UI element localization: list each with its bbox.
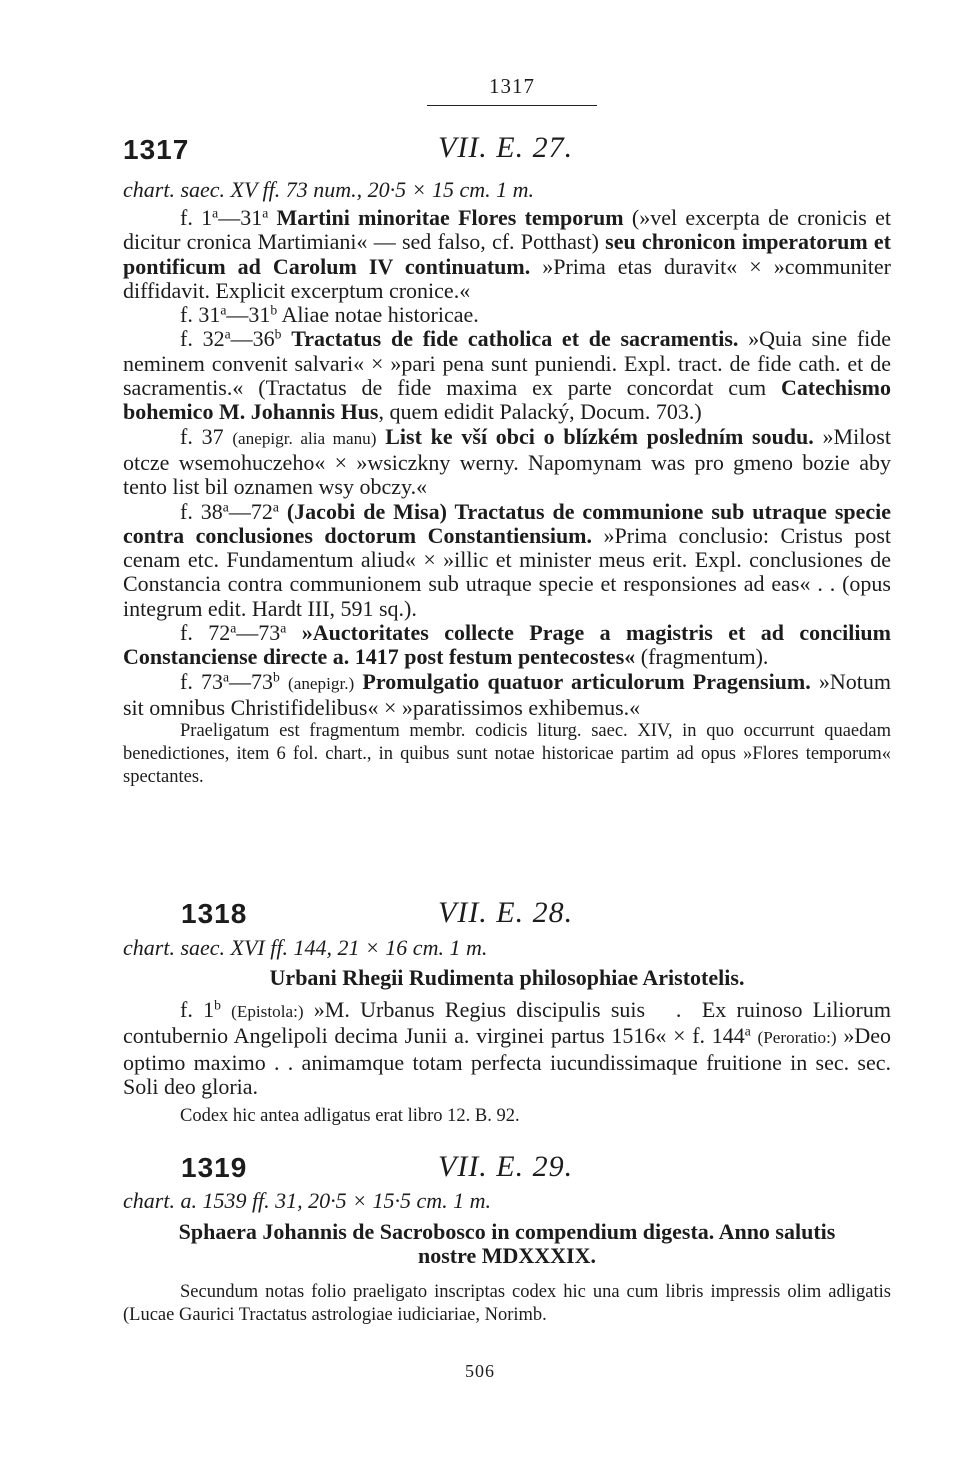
title-1319: [123, 1220, 891, 1269]
item-f1-31: f. 1$^a$—31$^a$ Martini minoritae Flores temporum (»vel excerpta de cronicis et dicitur cronica Martimiani« — sed falso, cf. Potthast) seu chronicon imperatorum et pontificum ad Carolum IV continuatum. »Prima etas duravit« × »communiter diffidavit. Explicit excerptum cronice.«: [123, 205, 892, 303]
physical-description-1317: chart. saec. XV ff. 73 num., 20·5 × 15 cm. 1 m.: [123, 177, 535, 202]
header-rule: [427, 105, 597, 106]
title-1318: Urbani Rhegii Rudimenta philosophiae Aristotelis.: [269, 965, 745, 990]
body-1319: [123, 1281, 891, 1327]
contents-1317: [123, 206, 891, 789]
note-1319: Secundum notas folio praeligato inscriptas codex hic una cum libris impressis olim adligatis (Lucae Gaurici Tractatus astrologiae iudiciariae, Norimb.: [123, 1282, 891, 1325]
item-f37: f. 37 (anepigr. alia manu) List ke vší obci o blízkém posledním soudu. »Milost otcze wsemohuczeho« × »wsiczkny werny. Napomynam was pro gmeno bozie aby tento list bil oznamen wsy obczy.«: [123, 423, 891, 500]
shelfmark-1319: VII. E. 29.: [438, 1150, 574, 1183]
item-1318-f1: f. 1$^b$ (Epistola:) »M. Urbanus Regius discipulis suis . Ex ruinoso Liliorum contubernio Angelipoli decima Junii a. virginei partus 1516« × f. 144$^a$ (Peroratio:) »Deo optimo maximo . . animamque totam perfecta iucundissimaque fruitione in sec. sec. Soli deo gloria.: [123, 997, 891, 1099]
item-f32-36: f. 32$^a$—36$^b$ Tractatus de fide catholica et de sacramentis. »Quia sine fide neminem convenit salvari« × »pari pena sunt puniendi. Expl. tract. de fide cath. et de sacramentis.« (Tractatus de fide maxima ex parte concordat cum Catechismo bohemico M. Johannis Hus, quem edidit Palacký, Docum. 703.): [123, 326, 892, 425]
shelfmark-1318: VII. E. 28.: [438, 896, 574, 929]
title-1319-line1: Sphaera Johannis de Sacrobosco in compendium digesta. Anno salutis: [178, 1219, 836, 1244]
running-head: 1317: [489, 74, 535, 98]
note-1317: Praeligatum est fragmentum membr. codicis liturg. saec. XIV, in quo occurrunt quaedam benedictiones, item 6 fol. chart., in quibus sunt notae historicae partim ad opus »Flores temporum« spectantes.: [123, 721, 891, 788]
entry-number-1317: 1317: [123, 134, 190, 165]
item-f38-72: f. 38$^a$—72$^a$ (Jacobi de Misa) Tractatus de communione sub utraque specie contra conclusiones doctorum Constantiensium. »Prima conclusio: Cristus post cenam etc. Fundamentum aliud« × »illic et minister meus erit. Expl. conclusiones de Constancia contra communionem sub utraque specie et responsiones ad eas« . . (opus integrum edit. Hardt III, 591 sq.).: [123, 498, 892, 621]
body-1318: [123, 998, 891, 1128]
page-number: 506: [465, 1361, 495, 1381]
item-f73: f. 73$^a$—73$^b$ (anepigr.) Promulgatio quatuor articulorum Pragensium. »Notum sit omnibus Christifidelibus« × »paratissimos exhibemus.«: [123, 668, 892, 720]
title-1319-line2: nostre MDXXXIX.: [417, 1243, 597, 1269]
item-f72-73: f. 72$^a$—73$^a$ »Auctoritates collecte Prage a magistris et ad concilium Constanciense directe a. 1417 post festum pentecostes« (fragmentum).: [123, 620, 891, 670]
entry-number-1319: 1319: [181, 1152, 248, 1183]
shelfmark-1317: VII. E. 27.: [438, 131, 574, 164]
contents-1318: [123, 966, 891, 990]
note-1318: Codex hic antea adligatus erat libro 12. B. 92.: [180, 1106, 520, 1127]
item-f31: f. 31$^a$—31$^b$ Aliae notae historicae.: [180, 302, 479, 328]
physical-description-1318: chart. saec. XVI ff. 144, 21 × 16 cm. 1 m.: [123, 935, 488, 960]
entry-number-1318: 1318: [181, 898, 248, 929]
physical-description-1319: chart. a. 1539 ff. 31, 20·5 × 15·5 cm. 1 m.: [123, 1188, 492, 1213]
